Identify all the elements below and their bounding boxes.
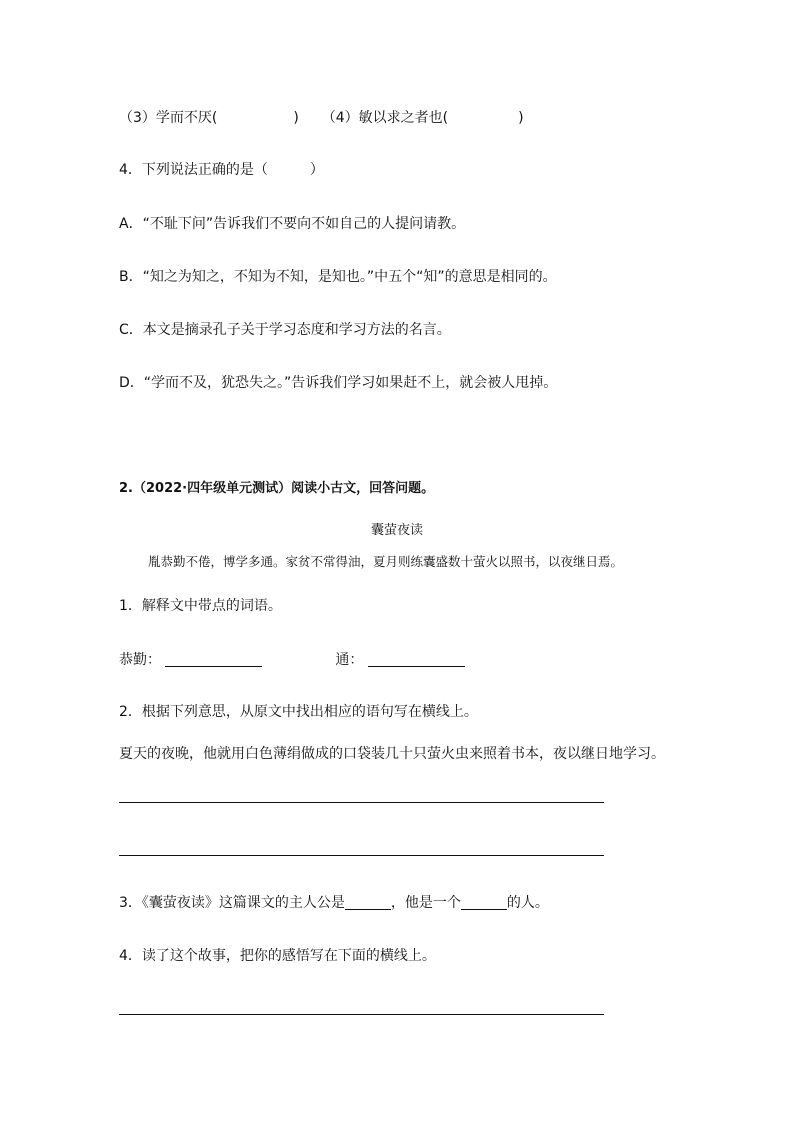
question-3-blank-1[interactable] — [345, 908, 391, 910]
question-4-prompt — [119, 160, 324, 180]
section-2-question-2: 2．根据下列意思，从原文中找出相应的语句写在横线上。 — [119, 704, 478, 720]
section-2-question-3 — [119, 893, 549, 913]
word-2-label: 通： — [335, 652, 364, 668]
choice-b: B．“知之为知之，不知为不知，是知也。”中五个“知”的意思是相同的。 — [119, 269, 557, 285]
question-4-answer-line[interactable] — [119, 1014, 604, 1015]
question-2-meaning: 夏天的夜晚，他就用白色薄绢做成的口袋装几十只萤火虫来照着书本，夜以继日地学习。 — [119, 746, 665, 762]
choice-d: D．“学而不及，犹恐失之。”告诉我们学习如果赶不上，就会被人甩掉。 — [119, 375, 558, 391]
word-explanation-row — [119, 650, 465, 670]
section-2-heading: 2.（2022·四年级单元测试）阅读小古文，回答问题。 — [119, 481, 435, 496]
q1-part3-4-line — [119, 108, 524, 128]
classical-text-passage: 胤恭勤不倦，博学多通。家贫不常得油，夏月则练囊盛数十萤火以照书，以夜继日焉。 — [148, 554, 624, 569]
q1-part4-close: ) — [518, 110, 524, 126]
choice-c: C．本文是摘录孔子关于学习态度和学习方法的名言。 — [119, 322, 451, 338]
question-2-answer-line-1[interactable] — [119, 802, 604, 803]
word-2-answer-blank[interactable] — [368, 665, 465, 667]
classical-text-title: 囊萤夜读 — [370, 523, 423, 538]
q1-part3-close: ) — [293, 110, 299, 126]
choice-a: A．“不耻下问”告诉我们不要向不如自己的人提问请教。 — [119, 216, 466, 232]
question-4-close: ） — [309, 162, 324, 178]
q1-part3-text: （3）学而不厌( — [119, 110, 218, 126]
section-2-question-1: 1．解释文中带点的词语。 — [119, 598, 282, 614]
question-3-blank-2[interactable] — [461, 908, 507, 910]
q1-part4-text: （4）敏以求之者也( — [321, 110, 449, 126]
question-3-text-part-1: 3．《囊萤夜读》这篇课文的主人公是 — [119, 895, 345, 911]
question-3-text-part-2: ，他是一个 — [390, 895, 461, 911]
question-2-answer-line-2[interactable] — [119, 855, 604, 856]
word-1-label: 恭勤： — [119, 652, 161, 668]
question-3-text-part-3: 的人。 — [506, 895, 549, 911]
section-2-question-4: 4．读了这个故事，把你的感悟写在下面的横线上。 — [119, 948, 436, 964]
word-1-answer-blank[interactable] — [165, 665, 262, 667]
question-4-text: 4．下列说法正确的是（ — [119, 162, 268, 178]
